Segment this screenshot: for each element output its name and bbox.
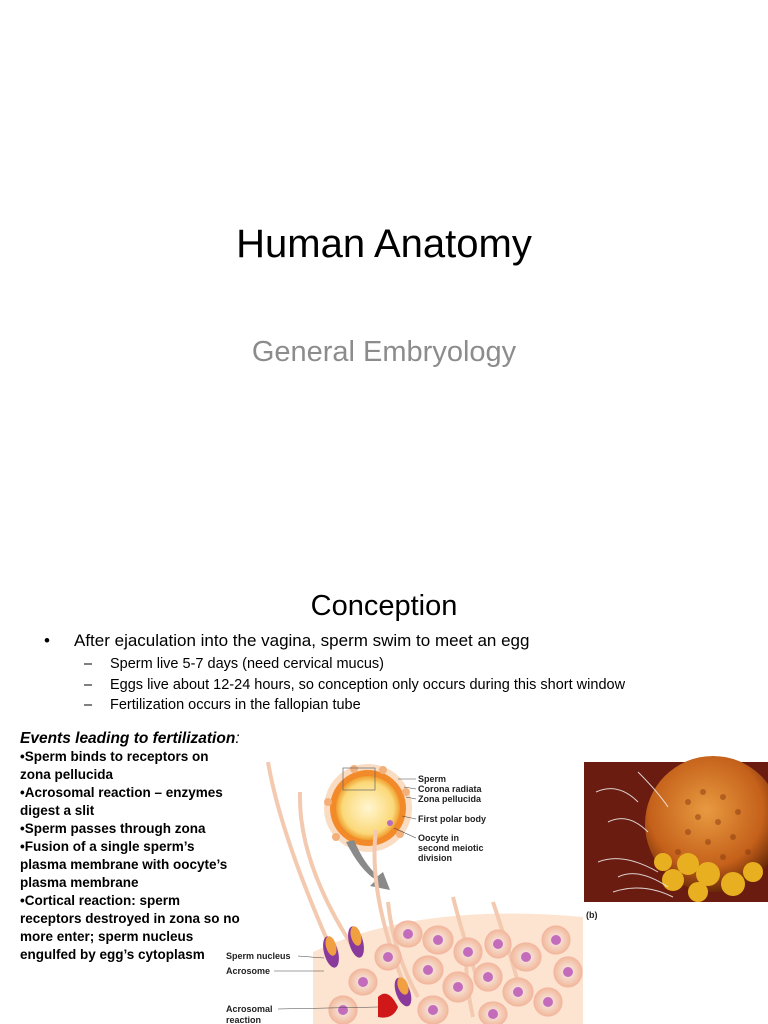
label-zona: Zona pellucida — [418, 794, 482, 804]
list-item: •Acrosomal reaction – enzymes digest a slit — [20, 785, 223, 818]
list-item: •Cortical reaction: sperm receptors destroyed in zona so no more enter; sperm nucleus engulfed by egg’s cytoplasm — [20, 893, 240, 962]
slide-title: Human Anatomy — [236, 222, 532, 266]
slide-title: Conception — [310, 590, 458, 622]
label-acrosome: Acrosome — [226, 966, 271, 976]
panel-label: (b) — [586, 910, 598, 920]
label-oocyte: Oocyte in — [418, 833, 460, 843]
bullet-text: After ejaculation into the vagina, sperm swim to meet an egg — [74, 631, 530, 650]
list-item: •Sperm binds to receptors on zona pellucida — [20, 749, 209, 782]
oocyte-illustration — [324, 764, 412, 852]
label-polar-body: First polar body — [418, 814, 487, 824]
micrograph-image — [584, 756, 768, 920]
list-item: – Sperm live 5-7 days (need cervical mucus) — [84, 656, 384, 672]
label-acrosomal-reaction: Acrosomal — [226, 1004, 273, 1014]
bullet-dot: • — [44, 631, 50, 650]
list-item: – Fertilization occurs in the fallopian tube — [84, 697, 361, 713]
list-item: •Sperm passes through zona — [20, 821, 206, 836]
events-panel — [20, 729, 242, 964]
label-sperm: Sperm — [418, 774, 447, 784]
conception-slide — [0, 576, 768, 1024]
list-item: •Fusion of a single sperm’s plasma membrane with oocyte’s plasma membrane — [20, 839, 228, 890]
fertilization-figure — [218, 752, 768, 1024]
slide-subtitle: General Embryology — [251, 336, 517, 368]
events-heading: Events leading to fertilization: — [20, 730, 240, 747]
main-bullet — [46, 631, 529, 651]
sub-bullet-list — [84, 654, 625, 716]
label-oocyte: second meiotic — [418, 843, 484, 853]
events-list — [20, 748, 242, 964]
label-acrosomal-reaction: reaction — [226, 1015, 262, 1024]
label-oocyte: division — [418, 853, 453, 863]
list-item: – Eggs live about 12-24 hours, so conception only occurs during this short window — [84, 676, 626, 693]
label-sperm-nucleus: Sperm nucleus — [226, 951, 291, 961]
label-corona: Corona radiata — [418, 784, 482, 794]
